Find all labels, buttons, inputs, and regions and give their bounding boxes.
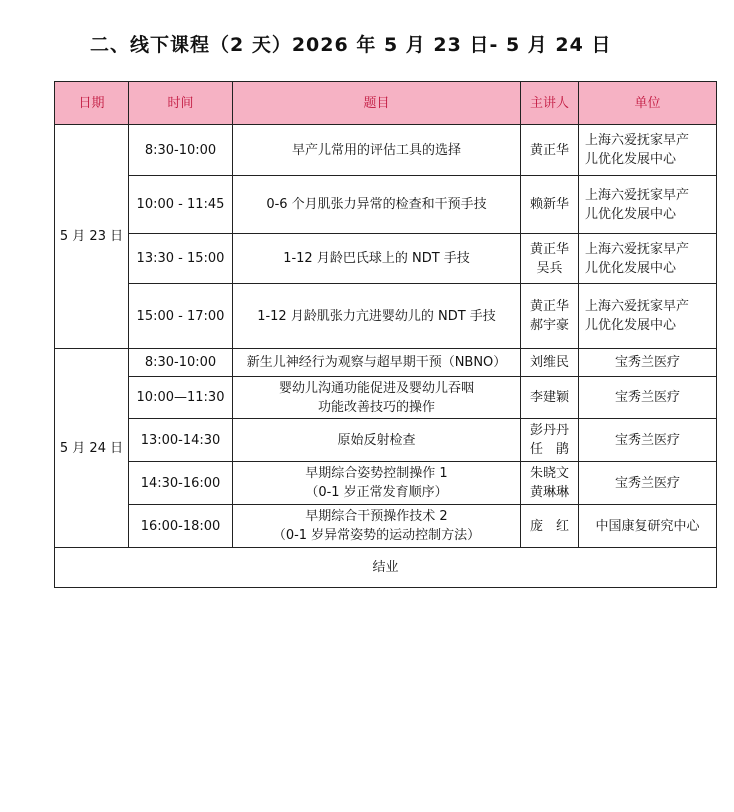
unit-cell [579, 419, 717, 462]
table-row [55, 377, 717, 419]
unit-cell-line: 儿优化发展中心 [585, 206, 677, 222]
time-cell-line: 10:00—11:30 [136, 390, 225, 405]
table-row [55, 419, 717, 462]
topic-cell [233, 419, 521, 462]
speaker-cell-line: 黄正华 [529, 299, 569, 314]
unit-cell-line: 宝秀兰医疗 [614, 390, 680, 405]
topic-cell-line: 1-12 月龄肌张力亢进婴幼儿的 NDT 手技 [257, 308, 496, 324]
unit-cell-line: 儿优化发展中心 [585, 260, 677, 276]
speaker-cell-line: 黄正华 [529, 241, 569, 257]
topic-cell [233, 349, 521, 377]
course-schedule-table [54, 81, 717, 588]
time-cell [129, 125, 233, 176]
unit-cell [579, 176, 717, 234]
topic-cell [233, 284, 521, 349]
topic-cell-line: 早期综合干预操作技术 2 [305, 509, 448, 524]
unit-cell-line: 宝秀兰医疗 [614, 475, 680, 491]
unit-cell-line: 上海六爱抚家早产 [585, 241, 690, 257]
time-cell [129, 176, 233, 234]
time-cell [129, 234, 233, 284]
header-date: 日期 [55, 82, 129, 125]
unit-cell [579, 284, 717, 349]
topic-cell-line: 婴幼儿沟通功能促进及婴幼儿吞咽 [278, 380, 474, 396]
unit-cell [579, 125, 717, 176]
topic-cell-line: 功能改善技巧的操作 [317, 399, 435, 415]
speaker-cell-line: 朱晓文 [529, 466, 569, 481]
closing-cell-line: 结业 [372, 560, 399, 575]
topic-cell-line: 新生儿神经行为观察与超早期干预（NBNO） [246, 355, 507, 370]
table-row [55, 176, 717, 234]
speaker-cell-line: 郝宇豪 [529, 318, 569, 333]
speaker-cell [521, 377, 579, 419]
speaker-cell [521, 349, 579, 377]
unit-cell-line: 儿优化发展中心 [585, 152, 677, 167]
date-cell-line: 5 月 23 日 [59, 229, 124, 244]
speaker-cell [521, 176, 579, 234]
time-cell-line: 15:00 - 17:00 [136, 308, 225, 324]
speaker-cell-line: 吴兵 [536, 260, 563, 276]
topic-cell-line: 0-6 个月肌张力异常的检查和干预手技 [266, 197, 487, 212]
speaker-cell-line: 庞 红 [529, 518, 569, 534]
speaker-cell-line: 任 鹃 [529, 442, 569, 457]
speaker-cell [521, 284, 579, 349]
time-cell-line: 13:30 - 15:00 [136, 251, 225, 266]
time-cell [129, 284, 233, 349]
time-cell [129, 462, 233, 505]
unit-cell [579, 234, 717, 284]
section-heading: 二、线下课程（2 天）2026 年 5 月 23 日- 5 月 24 日 [90, 34, 612, 56]
table-row [55, 505, 717, 548]
closing-cell [55, 548, 717, 588]
speaker-cell-line: 彭丹丹 [529, 423, 569, 438]
unit-cell [579, 377, 717, 419]
time-cell-line: 10:00 - 11:45 [136, 197, 225, 212]
topic-cell [233, 462, 521, 505]
time-cell [129, 505, 233, 548]
topic-cell-line: 早期综合姿势控制操作 1 [305, 466, 448, 481]
speaker-cell [521, 505, 579, 548]
time-cell-line: 13:00-14:30 [140, 432, 221, 448]
date-cell-line: 5 月 24 日 [59, 440, 124, 456]
time-cell [129, 349, 233, 377]
date-cell [55, 349, 129, 548]
unit-cell-line: 上海六爱抚家早产 [585, 187, 690, 203]
time-cell-line: 16:00-18:00 [140, 518, 221, 534]
speaker-cell-line: 黄琳琳 [529, 485, 569, 500]
unit-cell [579, 462, 717, 505]
time-cell-line: 8:30-10:00 [144, 142, 217, 158]
time-cell-line: 14:30-16:00 [140, 475, 221, 491]
topic-cell [233, 505, 521, 548]
time-cell-line: 8:30-10:00 [144, 355, 217, 370]
topic-cell [233, 377, 521, 419]
topic-cell-line: （0-1 岁异常姿势的运动控制方法） [272, 528, 481, 543]
topic-cell-line: 原始反射检查 [337, 432, 416, 448]
time-cell [129, 419, 233, 462]
unit-cell-line: 儿优化发展中心 [585, 318, 677, 333]
speaker-cell-line: 黄正华 [529, 142, 569, 158]
topic-cell [233, 125, 521, 176]
date-cell [55, 125, 129, 349]
topic-cell [233, 234, 521, 284]
topic-cell-line: 早产儿常用的评估工具的选择 [291, 142, 461, 158]
unit-cell-line: 上海六爱抚家早产 [585, 133, 690, 148]
header-topic: 题目 [233, 82, 521, 125]
speaker-cell [521, 234, 579, 284]
table-header-row [55, 82, 717, 125]
speaker-cell-line: 李建颖 [529, 390, 569, 405]
unit-cell-line: 宝秀兰医疗 [614, 355, 680, 370]
table-body [55, 125, 717, 588]
speaker-cell [521, 125, 579, 176]
time-cell [129, 377, 233, 419]
speaker-cell-line: 赖新华 [529, 197, 569, 212]
table-row [55, 462, 717, 505]
unit-cell [579, 505, 717, 548]
speaker-cell [521, 462, 579, 505]
topic-cell [233, 176, 521, 234]
table-row [55, 284, 717, 349]
closing-row [55, 548, 717, 588]
speaker-cell-line: 刘维民 [529, 355, 569, 370]
header-unit: 单位 [579, 82, 717, 125]
header-speaker: 主讲人 [521, 82, 579, 125]
topic-cell-line: 1-12 月龄巴氏球上的 NDT 手技 [283, 251, 470, 266]
table-row [55, 349, 717, 377]
table-row [55, 234, 717, 284]
unit-cell-line: 中国康复研究中心 [595, 518, 700, 534]
speaker-cell [521, 419, 579, 462]
table-row [55, 125, 717, 176]
unit-cell-line: 上海六爱抚家早产 [585, 299, 690, 314]
unit-cell [579, 349, 717, 377]
topic-cell-line: （0-1 岁正常发育顺序） [305, 485, 448, 500]
unit-cell-line: 宝秀兰医疗 [614, 432, 680, 448]
header-time: 时间 [129, 82, 233, 125]
